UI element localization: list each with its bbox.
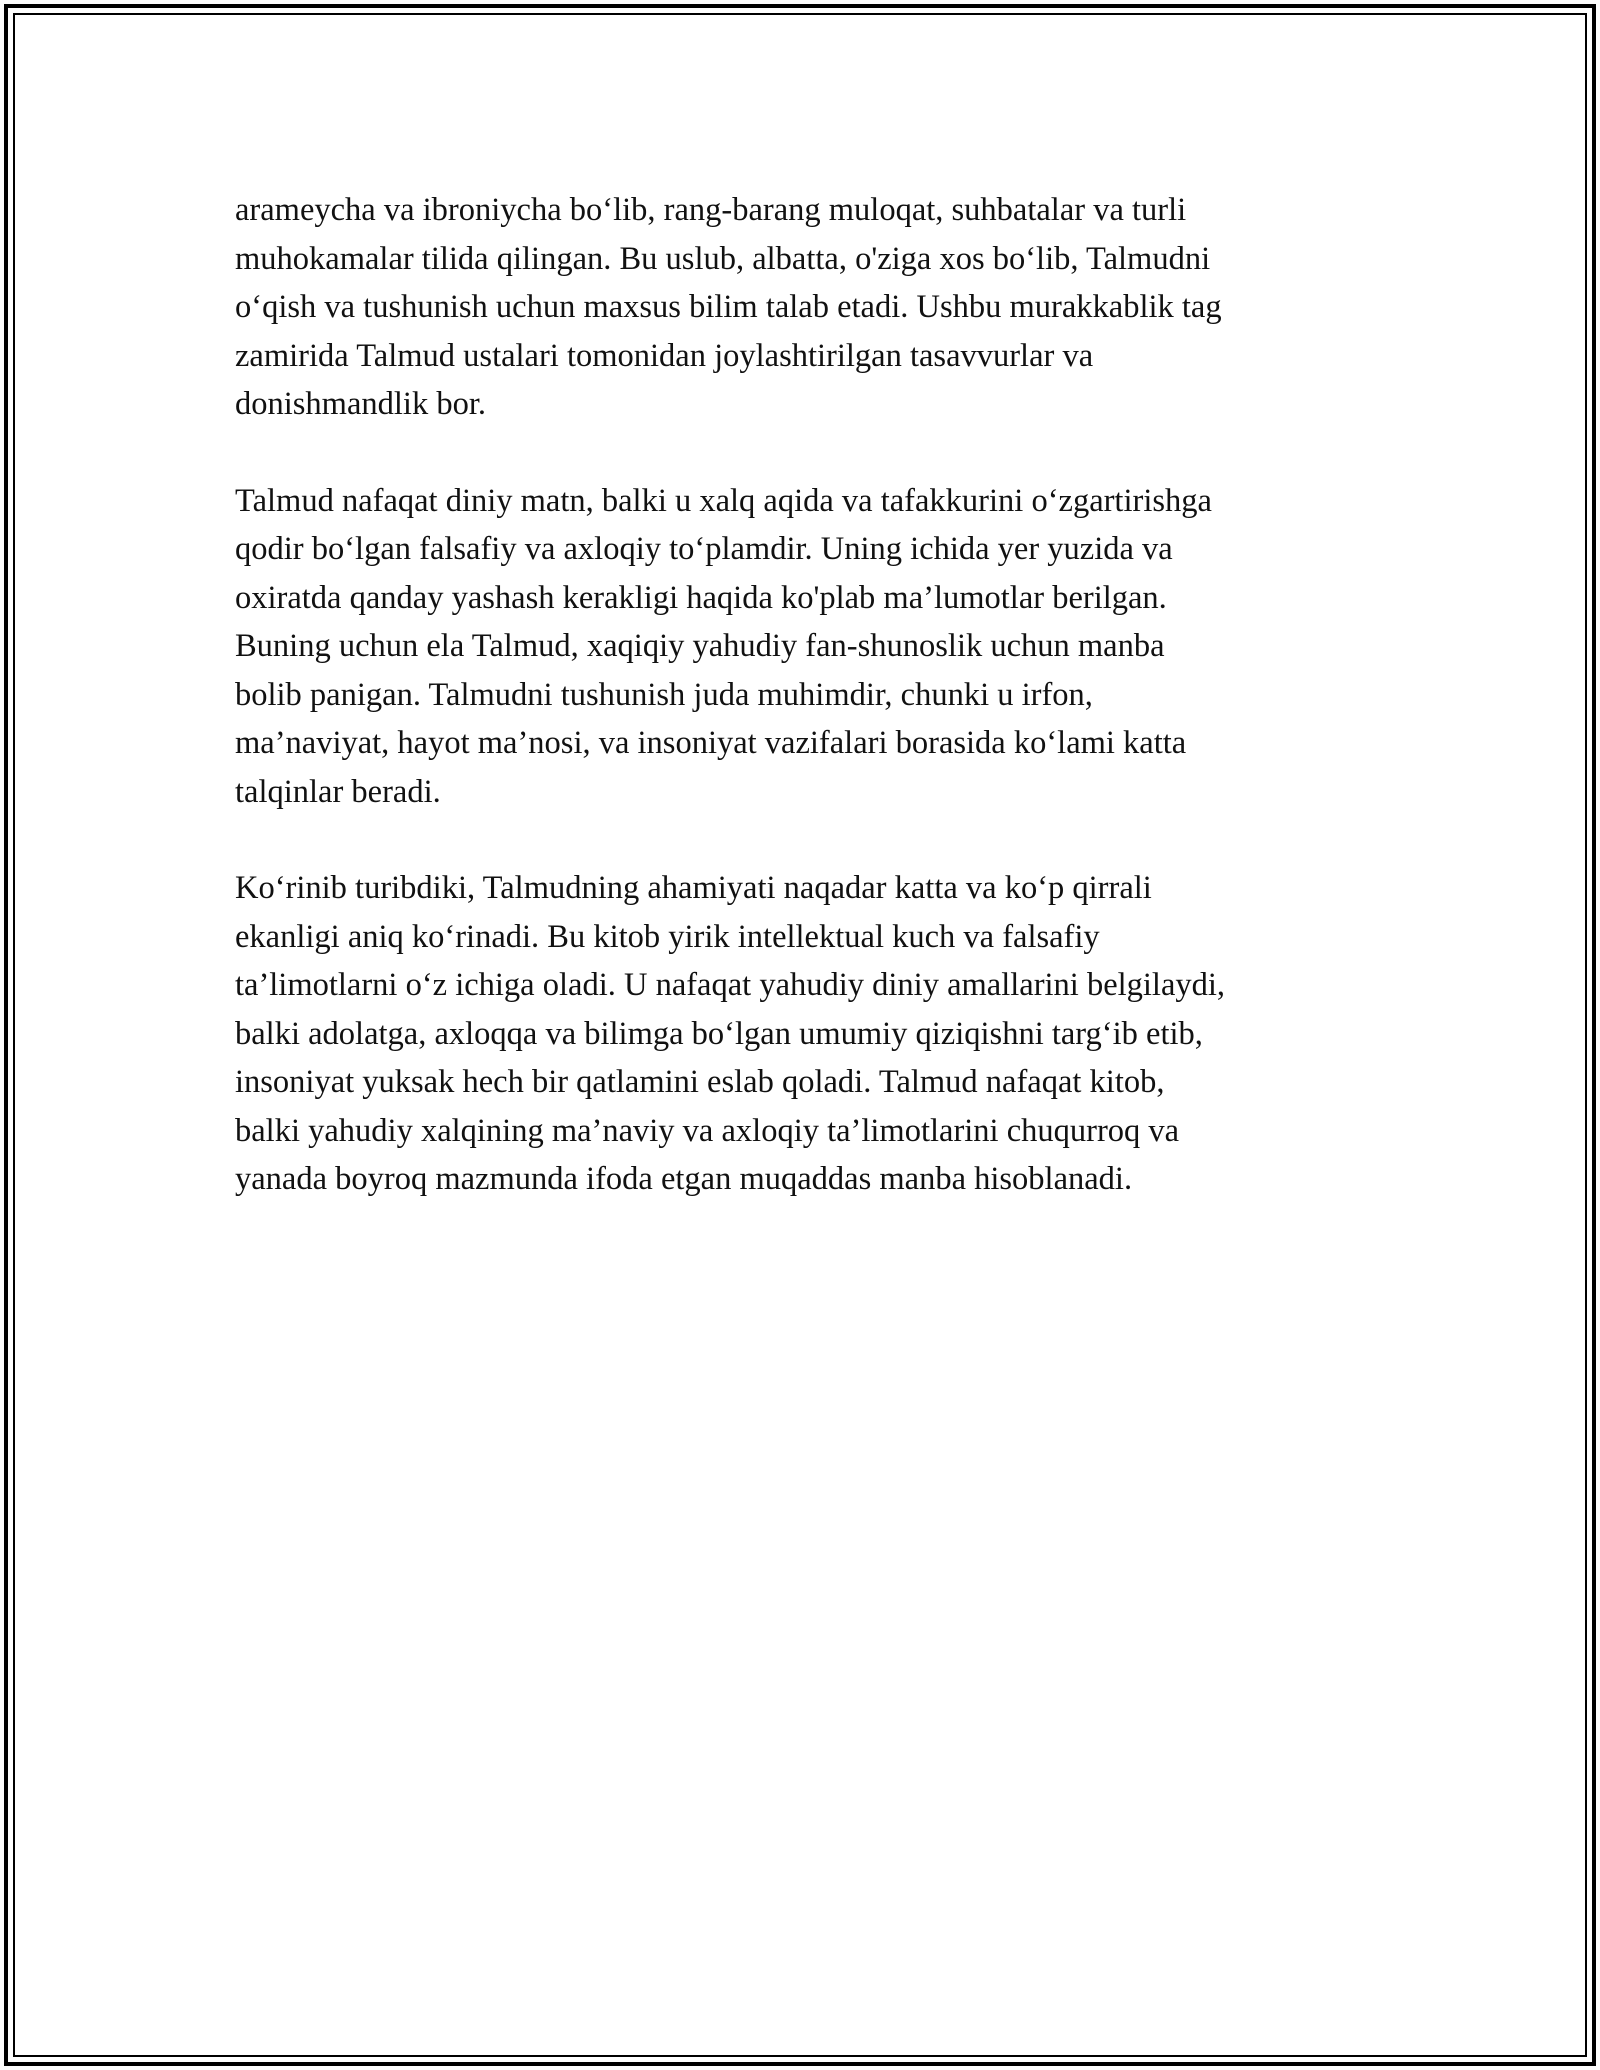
document-body [235, 186, 1375, 1252]
paragraph-2 [235, 477, 1375, 817]
text-line: zamirida Talmud ustalari tomonidan joylashtirilgan tasavvurlar va [235, 337, 1094, 374]
text-line: insoniyat yuksak hech bir qatlamini eslab qoladi. Talmud nafaqat kitob, [235, 1064, 1165, 1100]
text-line: arameycha va ibroniycha bo‘lib, rang-barang muloqat, suhbatalar va turli [235, 192, 1187, 228]
text-line: yanada boyroq mazmunda ifoda etgan muqaddas manba hisoblanadi. [235, 1161, 1133, 1197]
paragraph-3 [235, 864, 1375, 1204]
text-line: o‘qish va tushunish uchun maxsus bilim talab etadi. Ushbu murakkablik tag [235, 289, 1222, 325]
text-line: qodir bo‘lgan falsafiy va axloqiy to‘plamdir. Uning ichida yer yuzida va [235, 531, 1173, 567]
text-line: muhokamalar tilida qilingan. Bu uslub, albatta, o'ziga xos bo‘lib, Talmudni [235, 240, 1211, 277]
text-line: Ko‘rinib turibdiki, Talmudning ahamiyati naqadar katta va ko‘p qirrali [235, 870, 1152, 906]
text-line: donishmandlik bor. [235, 386, 486, 422]
text-line: balki adolatga, axloqqa va bilimga bo‘lgan umumiy qiziqishni targ‘ib etib, [235, 1015, 1203, 1052]
text-line: Buning uchun ela Talmud, xaqiqiy yahudiy fan-shunoslik uchun manba [235, 628, 1165, 664]
text-line: ekanligi aniq ko‘rinadi. Bu kitob yirik intellektual kuch va falsafiy [235, 918, 1100, 955]
text-line: ma’naviyat, hayot ma’nosi, va insoniyat vazifalari borasida ko‘lami katta [235, 725, 1187, 761]
text-line: talqinlar beradi. [235, 773, 441, 810]
text-line: ta’limotlarni o‘z ichiga oladi. U nafaqat yahudiy diniy amallarini belgilaydi, [235, 967, 1226, 1003]
text-line: oxiratda qanday yashash kerakligi haqida ko'plab ma’lumotlar berilgan. [235, 579, 1167, 616]
text-line: bolib panigan. Talmudni tushunish juda muhimdir, chunki u irfon, [235, 676, 1093, 713]
text-line: Talmud nafaqat diniy matn, balki u xalq aqida va tafakkurini o‘zgartirishga [235, 482, 1212, 519]
paragraph-1 [235, 186, 1375, 429]
text-line: balki yahudiy xalqining ma’naviy va axloqiy ta’limotlarini chuqurroq va [235, 1112, 1180, 1149]
